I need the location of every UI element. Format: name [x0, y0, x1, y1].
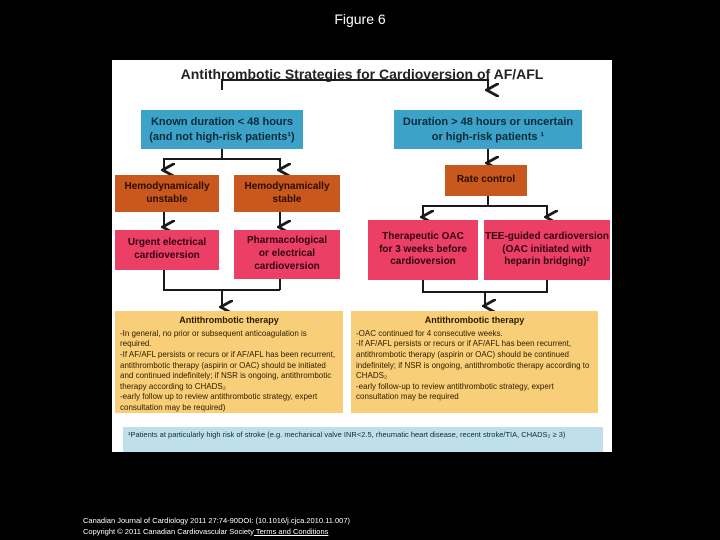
- tee-guided-box: TEE-guided cardioversion (OAC initiated with heparin bridging)²: [484, 220, 610, 280]
- urgent-cardioversion-box: Urgent electrical cardioversion: [115, 230, 219, 270]
- right-therapy-note: [351, 311, 598, 413]
- citation-journal: Canadian Journal of Cardiology 2011 27:74-90DOI: (10.1016/j.cjca.2010.11.007): [83, 516, 350, 525]
- diagram-panel: [112, 60, 612, 452]
- figure-title: Figure 6: [334, 11, 386, 27]
- left-split-arrow: [164, 159, 280, 170]
- diagram-title: Antithrombotic Strategies for Cardioversion of AF/AFL: [180, 66, 544, 82]
- right-therapy-body: -OAC continued for 4 consecutive weeks. -If AF/AFL persists or recurs or if AF/AFL has been recurrent, antithrombotic therapy (aspirin or OAC) should be continued indefinitely; if NSR is ongoing, antithrombotic therapy according to CHADS₂ -early follow-up to review antithrombotic strategy, expert consultation may be required: [356, 328, 590, 402]
- right-merge: [423, 280, 547, 292]
- left-therapy-heading: Antithrombotic therapy: [179, 315, 279, 325]
- therapeutic-oac-box: Therapeutic OAC for 3 weeks before cardioversion: [368, 220, 478, 280]
- footnote-box: ¹Patients at particularly high risk of stroke (e.g. mechanical valve INR<2.5, rheumatic heart disease, recent stroke/TIA, CHADS₂ ≥ 3): [123, 427, 603, 452]
- right-header-box: Duration > 48 hours or uncertain or high-risk patients ¹: [394, 110, 582, 149]
- left-header-box: Known duration < 48 hours (and not high-risk patients¹): [141, 110, 303, 149]
- terms-link[interactable]: Terms and Conditions: [253, 527, 329, 537]
- citation-copyright-line: [83, 526, 350, 537]
- left-therapy-note: [115, 311, 343, 413]
- right-therapy-heading: Antithrombotic therapy: [424, 315, 525, 325]
- left-therapy-body: -In general, no prior or subsequent anticoagulation is required. -If AF/AFL persists or recurs or if AF/AFL has been recurrent, antithrombotic therapy (aspirin or OAC) should be initiated and continued indefinitely; if NSR is ongoing, antithrombotic therapy according to CHADS₂ -early follow up to review antithrombotic strategy, expert consultation may be required): [120, 328, 336, 412]
- copyright-text: Copyright © 2011 Canadian Cardiovascular Society: [83, 527, 254, 537]
- citation: [83, 515, 350, 538]
- hemo-stable-box: Hemodynamically stable: [234, 175, 340, 212]
- title-split-arrow: [222, 80, 488, 90]
- rate-control-box: Rate control: [445, 165, 527, 196]
- hemo-unstable-box: Hemodynamically unstable: [115, 175, 219, 212]
- pharm-cardioversion-box: Pharmacological or electrical cardioversion: [234, 230, 340, 279]
- rate-split-arrow: [423, 206, 547, 217]
